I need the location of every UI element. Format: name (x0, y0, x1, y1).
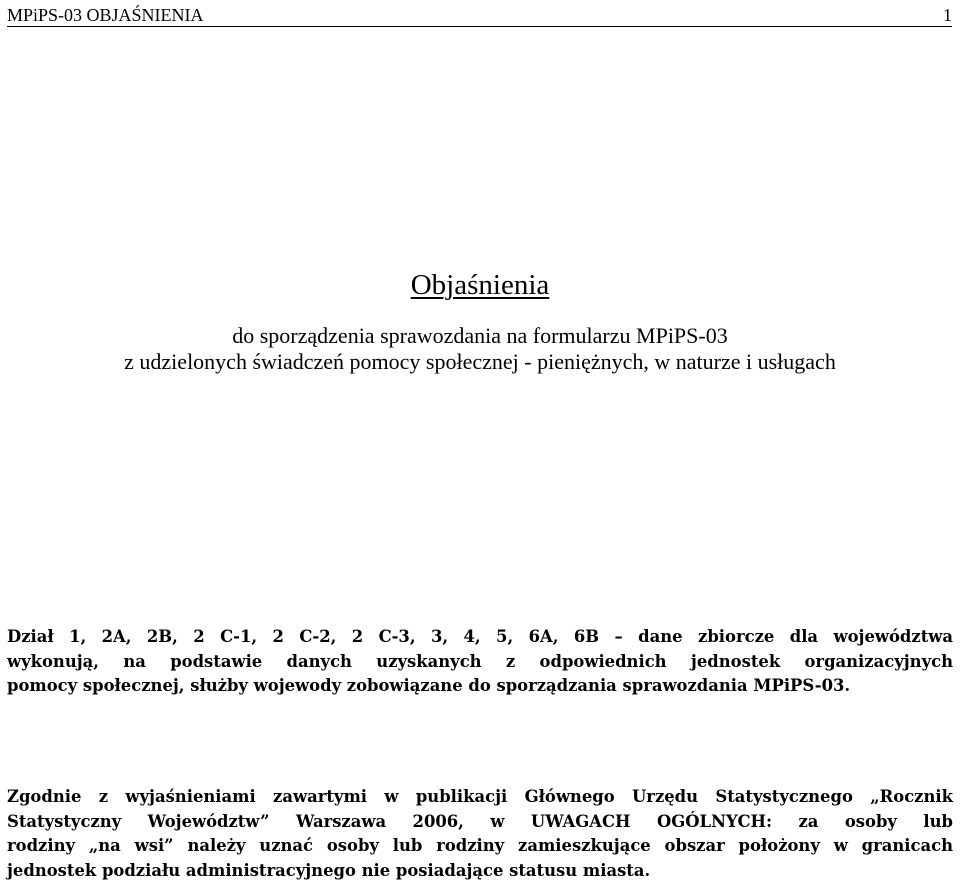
subtitle-line-2: z udzielonych świadczeń pomocy społecznej - pieniężnych, w naturze i usługach (0, 349, 960, 375)
paragraph-line: wykonują, na podstawie danych uzyskanych z odpowiednich jednostek organizacyjnych (7, 650, 953, 675)
paragraph-line: Dział 1, 2A, 2B, 2 C-1, 2 C-2, 2 C-3, 3, 4, 5, 6A, 6B – dane zbiorcze dla województwa (7, 625, 953, 650)
paragraph-line: rodziny „na wsi” należy uznać osoby lub rodziny zamieszkujące obszar położony w granicach (7, 834, 953, 859)
paragraph-line: Zgodnie z wyjaśnieniami zawartymi w publikacji Głównego Urzędu Statystycznego „Rocznik (7, 785, 953, 810)
subtitle-line-1: do sporządzenia sprawozdania na formularzu MPiPS-03 (0, 323, 960, 349)
header-title: MPiPS-03 OBJAŚNIENIA (7, 5, 204, 25)
document-title: Objaśnienia (0, 268, 960, 302)
paragraph-line: jednostek podziału administracyjnego nie posiadające statusu miasta. (7, 859, 953, 883)
paragraph-scope (7, 625, 953, 699)
paragraph-line: Statystyczny Województw” Warszawa 2006, w UWAGACH OGÓLNYCH: za osoby lub (7, 810, 953, 835)
page-header (7, 4, 952, 27)
page-number: 1 (943, 5, 952, 25)
paragraph-definition (7, 785, 953, 883)
paragraph-line: pomocy społecznej, służby wojewody zobowiązane do sporządzania sprawozdania MPiPS-03. (7, 674, 953, 699)
